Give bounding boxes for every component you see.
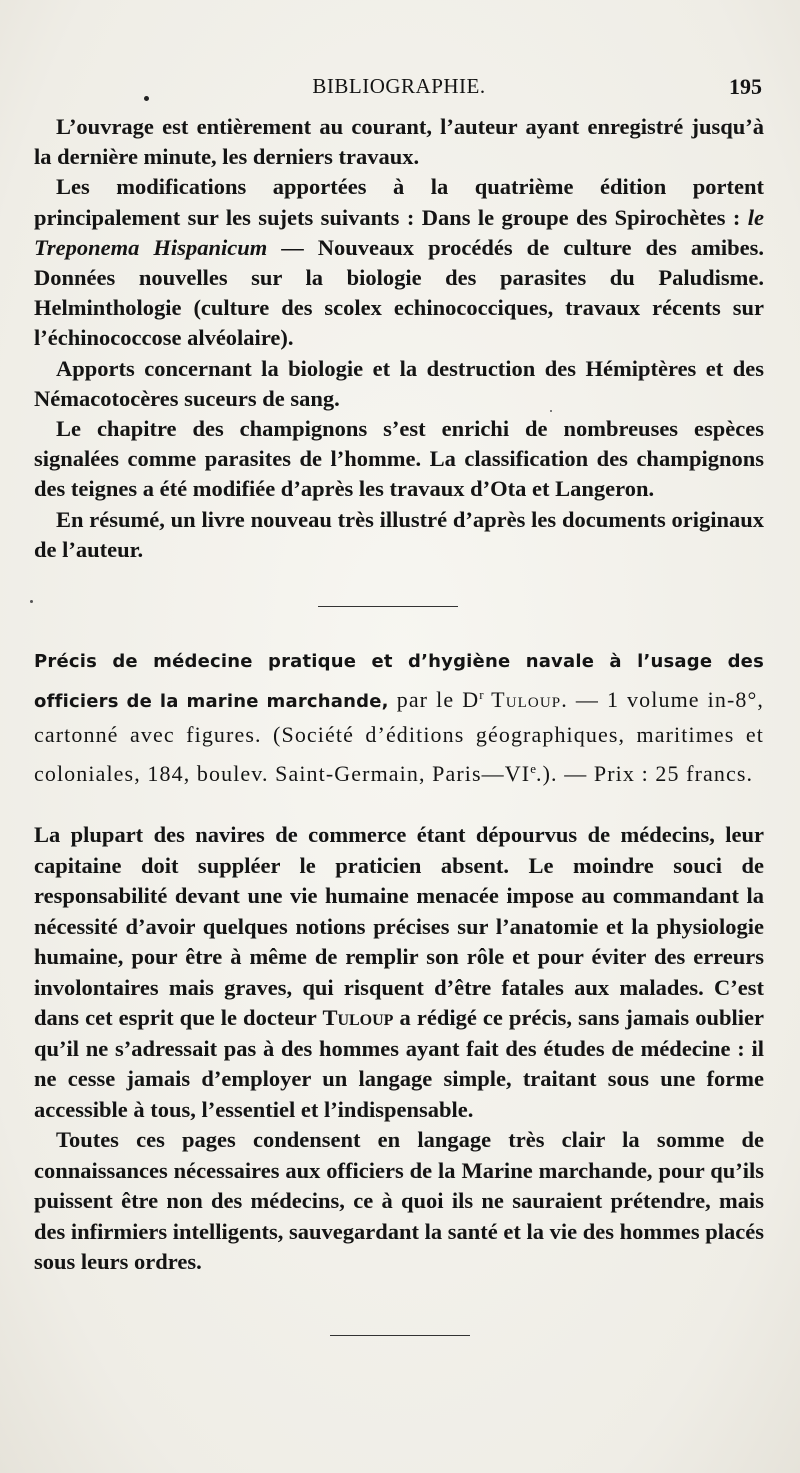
review-paragraph <box>34 112 764 172</box>
review-paragraph <box>34 414 764 505</box>
running-title: BIBLIOGRAPHIE. <box>312 74 486 98</box>
paragraph-text: Le chapitre des champignons s’est enrichi de nombreuses espèces signalées comme parasites de l’homme. La classification des champignons des teignes a été modifiée d’après les travaux d’Ota et Langeron. <box>34 416 764 502</box>
book-title: Précis de médecine pratique et d’hygiène navale à l’usage des officiers de la marine marchande, <box>34 651 764 712</box>
review-paragraph <box>34 354 764 414</box>
section-divider <box>318 606 458 607</box>
paragraph-text: Toutes ces pages condensent en langage très clair la somme de connaissances nécessaires aux officiers de la Marine marchande, pour qu’ils puissent être non des médecins, ce à quoi ils ne sauraient prétendre, mais des infirmiers intelligents, sauvegardant la santé et la vie des hommes placés sous leurs ordres. <box>34 1127 764 1274</box>
review-paragraph <box>34 820 764 1125</box>
notice-details-sup: e <box>530 761 536 776</box>
author-name: Tuloup. <box>483 687 568 712</box>
paragraph-text: a rédigé ce précis, sans jamais oublier qu’il ne s’adressait pas à des hommes ayant fait des études de médecine : il ne cesse jamais d’employer un langage simple, traitant sous une forme accessible à tous, l’essentiel et l’indispensable. <box>34 1005 764 1122</box>
book-notice <box>34 644 764 791</box>
paragraph-text: Apports concernant la biologie et la destruction des Hémiptères et des Némacotocères suceurs de sang. <box>34 355 764 411</box>
review-paragraph <box>34 172 764 353</box>
species-name: le Treponema Hispanicum <box>34 204 764 260</box>
notice-author-sup: r <box>479 687 484 702</box>
notice-price: .). — Prix : 25 francs. <box>535 761 754 786</box>
paragraph-text: — Nouveaux procédés de culture des amibes. Données nouvelles sur la biologie des parasites du Paludisme. Helminthologie (culture des scolex echinococciques, travaux récents sur l’échinococcose alvéolaire). <box>34 234 764 351</box>
second-review <box>34 820 764 1278</box>
notice-details: — 1 volume in-8°, cartonné avec figures. (Société d’éditions géographiques, maritimes et coloniales, 184, boulev. Saint-Germain, Paris—VI <box>34 687 764 786</box>
ink-speck <box>30 600 33 603</box>
paragraph-text: Les modifications apportées à la quatrième édition portent principalement sur les sujets suivants : Dans le groupe des Spirochètes : <box>34 174 764 230</box>
paragraph-text: En résumé, un livre nouveau très illustré d’après les documents originaux de l’auteur. <box>34 506 764 562</box>
author-name-inline: Tuloup <box>322 1005 394 1030</box>
page-number: 195 <box>729 74 762 99</box>
ink-speck <box>550 410 552 412</box>
notice-author-prefix: par le D <box>388 687 480 712</box>
review-paragraph <box>34 1125 764 1278</box>
section-divider <box>330 1335 470 1336</box>
page-header <box>34 74 764 104</box>
paragraph-text: La plupart des navires de commerce étant dépourvus de médecins, leur capitaine doit suppléer le praticien absent. Le moindre souci de responsabilité devant une vie humaine menacée impose au commandant la nécessité d’avoir quelques notions précises sur l’anatomie et la physiologie humaine, pour être à même de remplir son rôle et pour éviter des erreurs involontaires mais graves, qui risquent d’être fatales aux malades. C’est dans cet esprit que le docteur <box>34 822 764 1030</box>
review-paragraph <box>34 505 764 565</box>
paragraph-text: L’ouvrage est entièrement au courant, l’auteur ayant enregistré jusqu’à la dernière minute, les derniers travaux. <box>34 114 764 170</box>
notice-entry <box>34 644 764 791</box>
first-review <box>34 112 764 565</box>
ink-dot <box>144 96 149 101</box>
